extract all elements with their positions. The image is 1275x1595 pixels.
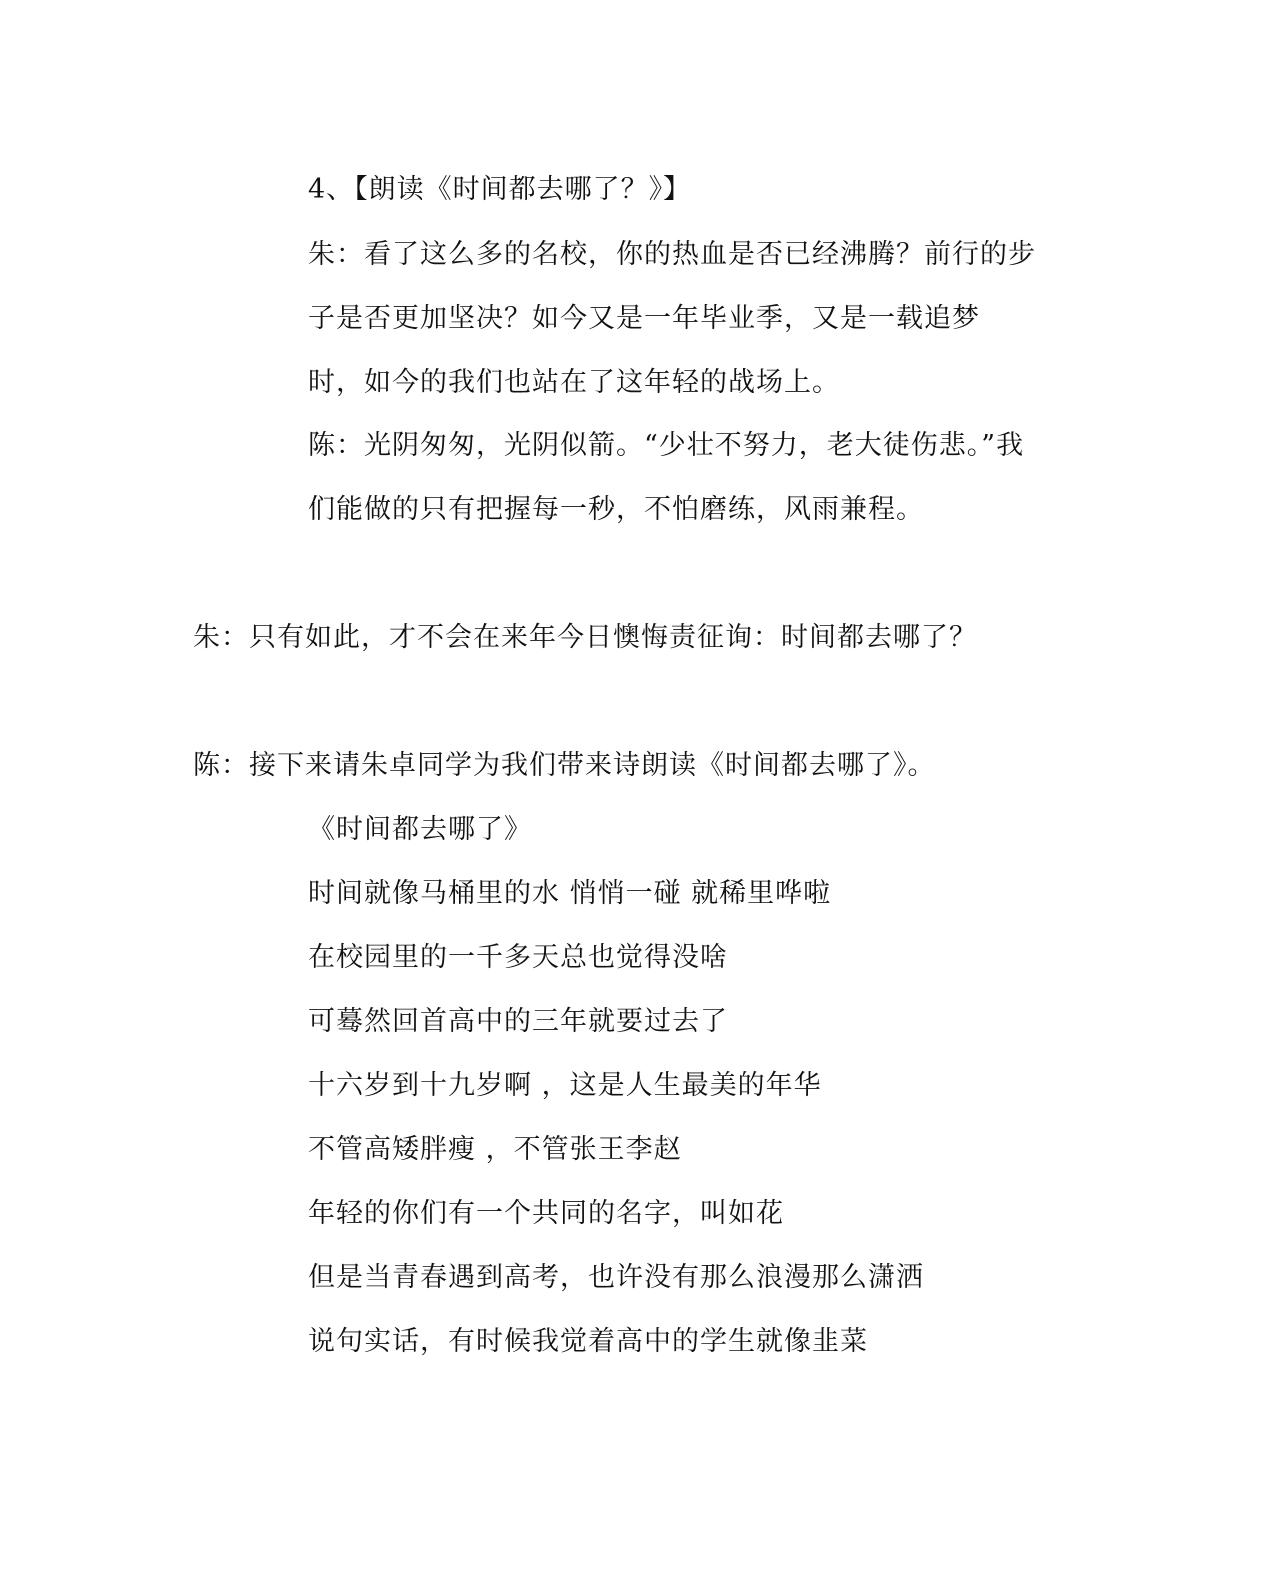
dialogue-line-chen: 陈：接下来请朱卓同学为我们带来诗朗读《时间都去哪了》。	[193, 750, 936, 781]
paragraph-line: 们能做的只有把握每一秒，不怕磨练，风雨兼程。	[308, 494, 924, 525]
poem-line: 说句实话，有时候我觉着高中的学生就像韭菜	[308, 1326, 868, 1357]
paragraph-line: 陈：光阴匆匆，光阴似箭。“少壮不努力，老大徒伤悲。”我	[308, 430, 1025, 461]
section-heading: 4、【朗读《时间都去哪了？》】	[308, 174, 692, 205]
dialogue-line-zhu: 朱：只有如此，才不会在来年今日懊悔责征询：时间都去哪了？	[193, 622, 977, 653]
poem-line: 但是当青春遇到高考，也许没有那么浪漫那么潇洒	[308, 1262, 924, 1293]
poem-title: 《时间都去哪了》	[308, 814, 532, 845]
poem-line: 不管高矮胖瘦 ，不管张王李赵	[308, 1134, 682, 1165]
poem-line: 在校园里的一千多天总也觉得没啥	[308, 942, 728, 973]
paragraph-line: 时，如今的我们也站在了这年轻的战场上。	[308, 367, 840, 398]
paragraph-line: 子是否更加坚决？如今又是一年毕业季，又是一载追梦	[308, 303, 980, 334]
poem-line: 十六岁到十九岁啊 ，这是人生最美的年华	[308, 1070, 822, 1101]
poem-line: 年轻的你们有一个共同的名字，叫如花	[308, 1198, 784, 1229]
paragraph-line: 朱：看了这么多的名校，你的热血是否已经沸腾？前行的步	[308, 239, 1036, 270]
poem-line: 可蓦然回首高中的三年就要过去了	[308, 1006, 728, 1037]
poem-line: 时间就像马桶里的水 悄悄一碰 就稀里哗啦	[308, 878, 832, 909]
